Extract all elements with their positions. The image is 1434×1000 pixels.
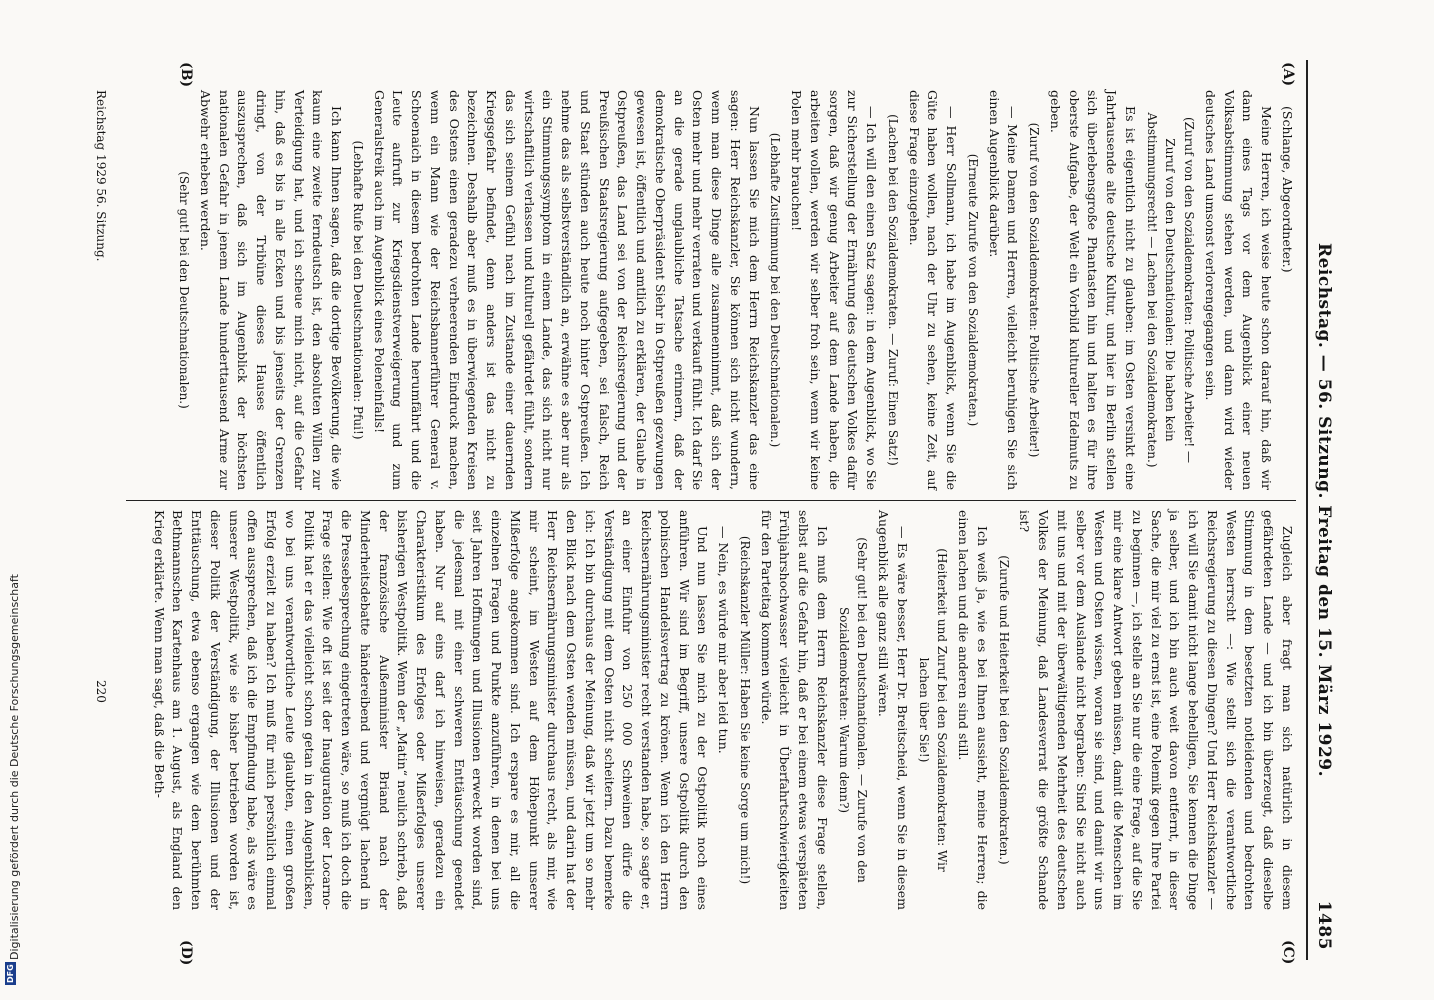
left-text-column [172,90,1297,490]
column-divider [126,500,1296,501]
right-paragraph: — Nein, es würde mir aber leid tun. [716,526,732,754]
left-interjection: (Erneute Zurufe von den Sozialdemokraten.) [966,153,980,427]
right-paragraph: Ich muß dem Herrn Reichskanzler diese Frage stellen, selbst auf die Gefahr hin, daß er bei einem etwas verspäteten Frühjahrshochwasser vielleicht in Überfahrtschwierigkeiten für den Parteitag kommen würde. [758,510,830,910]
left-paragraph: — Ich will den einen Satz sagen: in dem Augenblick, wo Sie zur Sicherstellung der Ernährung des deutschen Volkes dafür sorgen, daß wir genug Arbeiter auf dem Lande haben, die arbeiten wollen, werden wir selber froh sein, wenn wir keine Polen mehr brauchen! [789,90,880,490]
right-interjection: (Reichskanzler Müller: Haben Sie keine Sorge um mich!) [738,535,752,885]
right-interjection: (Sehr gut! bei den Deutschnationalen. — Zurufe von den Sozialdemokraten: Warum denn?) [836,537,870,883]
right-text-column [147,510,1296,910]
page-number: 1485 [1314,900,1334,950]
left-paragraph: Es ist eigentlich nicht zu glauben: im Osten versinkt eine Jahrtausende alte deutsche Kultur, und hier in Berlin stellen sich überlebensgroße Phantasten hin und halten es für ihre oberste Aufgabe, der Welt ein Vorbild kultureller Edelmuts zu geben. [1048,90,1138,490]
left-paragraph: — Herr Sollmann, ich habe im Augenblick, wenn Sie die Güte haben wollen, nach der Uhr zu sehen, keine Zeit, auf diese Frage einzugehen. [906,90,960,490]
margin-mark-d: (D) [178,940,194,966]
footer-sheet-number: 220 [94,680,108,703]
left-interjection: (Sehr gut! bei den Deutschnationalen.) [177,171,192,409]
right-paragraph: Und nun lassen Sie mich zu der Ostpolitik noch eines anführen. Wir sind im Begriff, unsere Ostpolitik durch den polnischen Handelsvertrag zu krönen. Wenn ich den Herrn Reichsernährungsminister recht verstanden habe, so sagte er, an einer Einfuhr von 250 000 Schweinen dürfe die Verständigung mit dem Osten nicht scheitern. Dazu bemerke ich: Ich bin durchaus der Meinung, daß wir jetzt um so mehr den Blick nach dem Osten wenden müssen, und darin hat der Herr Reichsernährungsminister durchaus recht, als mir, wie mir scheint, im Westen auf dem Höhepunkt unserer Mißerfolge angekommen sind. Ich erspare es mir, all die einzelnen Fragen und Punkte anzuführen, in denen bei uns seit Jahren Hoffnungen und Illusionen erweckt worden sind, die jedesmal mit einer schweren Enttäuschung geendet haben. Nur auf eins darf ich hinweisen, geradezu ein Charakteristikum des Erfolges oder Mißerfolges unserer bisherigen Westpolitik. Wenn der „Matin“ neulich schrieb, daß der französische Außenminister Briand nach der Minderheitsdebatte händereibend und vergnügt lachend in die Pressebesprechung eingetreten wäre, so muß ich doch die Frage stellen: Wie oft ist seit der Inauguration der Locarno-Politik hat er das vielleicht schon getan in den Augenblicken, wo bei uns verantwortliche Leute glaubten, einen großen Erfolg erzielt zu haben? Ich muß für mich persönlich einmal offen aussprechen, daß ich die Empfindung habe, als wäre es unserer Westpolitik, wie sie bisher betrieben worden ist, dieser Politik der Verständigung, der Illusionen und der Enttäuschung, etwa ebenso ergangen wie dem berühmten Bethmannschen Kartenhaus am 1. August, als England den Krieg erklärte. Wenn man sagt, daß die Beth- [151,510,711,910]
dfg-logo: DFG [6,964,15,983]
right-paragraph: — Es wäre besser, Herr Dr. Breitscheid, wenn Sie in diesem Augenblick alle ganz still wären. [876,510,910,910]
right-paragraph: Zugleich aber fragt man sich natürlich in diesem gefährdeten Lande — und ich bin überzeugt, daß dieselbe Stimmung in dem besetzten notleidenden und bedrohten Westen herrscht —: Wie stellt sich die verantwortliche Reichsregierung zu diesen Dingen? Und Herr Reichskanzler — ich will Sie damit nicht lange behelligen, Sie kennen die Dinge ja selber, und ich bin auch weit davon entfernt, in dieser Sache, die mir viel zu ernst ist, eine Polemik gegen Ihre Partei zu beginnen —, ich stelle an Sie nur die eine Frage, auf die Sie mir eine klare Antwort geben müssen, damit die Menschen im Westen und Osten wissen, woran sie sind, und damit wir uns selber vor dem Auslande nicht begraben: Sind Sie nicht auch mit uns und mit der überwältigenden Mehrheit des deutschen Volkes der Meinung, daß Landesverrat die größte Schande ist? [1017,510,1295,910]
right-interjection: (Heiterkeit und Zuruf bei den Sozialdemokraten: Wir lachen über Sie!) [916,548,950,872]
left-paragraph: Nun lassen Sie mich dem Herrn Reichskanzler das eine sagen: Herr Reichskanzler, Sie können sich nicht wundern, wenn man diese Dinge alle zusammennimmt, daß sich der Osten mehr und mehr verraten und verkauft fühlt. Ich darf Sie an die gerade unglaubliche Tatsache erinnern, daß der demokratische Oberpräsident Siehr in Ostpreußen gezwungen gewesen ist, öffentlich und amtlich zu erklären, der Glaube in Ostpreußen, das Land sei von der Reichsregierung und der Preußischen Staatsregierung aufgegeben, sei falsch, Reich und Staat stünden auch heute noch hinter Ostpreußen. Ich nehme das als selbstverständlich an, erwähne es aber nur als ein Stimmungssymptom in einem Lande, das sich nicht nur wirtschaftlich verlassen und kulturell gefährdet fühlt, sondern das sich seinem Gefühl nach im Zustande einer dauernden Kriegsgefahr befindet, denn anders ist das nicht zu bezeichnen. Deshalb aber muß es in überwiegenden Kreisen des Ostens einen geradezu verheerenden Eindruck machen, wenn ein Mann wie der Reichsbannerführer General v. Schoenaich in diesem bedrohten Lande herumfährt und die Leute aufruft zur Kriegsdienstverweigerung und zum Generalstreik auch im Augenblick eines Poleneinfalls! [371,90,762,490]
left-paragraph: Ich kann Ihnen sagen, daß die dortige Bevölkerung, die wie kaum eine zweite ferndeutsch ist, den absoluten Willen zur Verteidigung hat, und ich scheue mich nicht, auf die Gefahr hin, daß es bis in alle Ecken und bis jenseits der Grenzen dringt, von der Tribüne dieses Hauses öffentlich auszusprechen, daß sich im Augenblick der höchsten nationalen Gefahr in jenem Lande hunderttausend Arme zur Abwehr erheben werden. [198,90,345,490]
left-paragraph: Meine Herren, ich weise heute schon darauf hin, daß wir dann eines Tags vor dem Augenblick einer neuen Volksabstimmung stehen werden, und dann wird wieder deutsches Land umsonst verlorengegangen sein. [1203,90,1275,490]
right-interjection: (Zurufe und Heiterkeit bei den Sozialdemokraten.) [996,555,1011,865]
margin-mark-a: (A) [1280,62,1296,87]
left-interjection: (Lachen bei den Sozialdemokraten. — Zuruf: Einen Satz!) [886,114,900,466]
left-paragraph: (Schlange, Abgeordneter.) [1280,106,1295,273]
left-interjection: (Zuruf von den Sozialdemokraten: Politische Arbeiter! — Zuruf von den Deutschnationalen: Die haben kein Abstimmungsrecht! — Lachen bei den Sozialdemokraten.) [1144,112,1197,468]
right-paragraph: Ich weiß ja, wie es bei Ihnen aussieht, meine Herren; die einen lachen und die anderen sind still. [956,510,990,910]
left-interjection: (Lebhafte Zustimmung bei den Deutschnationalen.) [768,132,783,448]
left-interjection: (Zuruf von den Sozialdemokraten: Politische Arbeiter!) [1027,122,1042,458]
margin-mark-c: (C) [1280,940,1296,965]
page-header-title: Reichstag. — 56. Sitzung. Freitag den 15. März 1929. [1314,242,1334,778]
margin-mark-b: (B) [178,62,194,88]
digitization-note: Digitalisierung gefördert durch die Deutsche Forschungsgemeinschaft [8,574,21,960]
header-rule [1307,60,1309,960]
footer-session-label: Reichstag 1929 56. Sitzung. [94,90,108,262]
left-paragraph: — Meine Damen und Herren, vielleicht beruhigen Sie sich einen Augenblick darüber. [986,90,1021,490]
left-interjection: (Lebhafte Rufe bei den Deutschnationalen: Pfui!) [351,140,365,440]
